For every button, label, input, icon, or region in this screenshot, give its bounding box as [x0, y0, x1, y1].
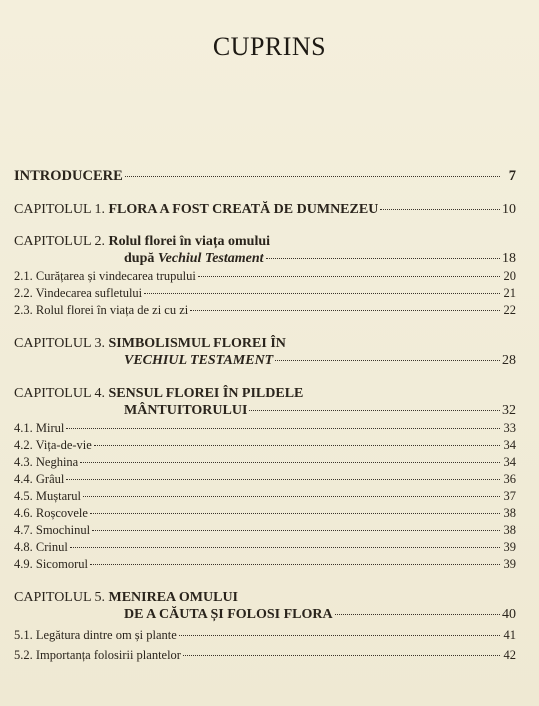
toc-subentry[interactable]: 4.9. Sicomorul 39	[14, 557, 516, 571]
chapter-title: SENSUL FLOREI ÎN PILDELE	[108, 386, 304, 401]
page-number: 28	[502, 353, 516, 368]
dot-leader	[144, 292, 500, 294]
chapter-prefix: CAPITOLUL 2.	[14, 234, 105, 249]
dot-leader	[198, 275, 500, 277]
chapter-title-cont: DE A CĂUTA ȘI FOLOSI FLORA	[124, 607, 333, 622]
toc-subentry[interactable]: 4.2. Vița-de-vie 34	[14, 438, 516, 452]
chapter-prefix: CAPITOLUL 1.	[14, 202, 105, 217]
dot-leader	[70, 546, 500, 548]
dot-leader	[94, 444, 500, 446]
dot-leader	[125, 175, 500, 177]
toc-subentry[interactable]: 2.1. Curățarea și vindecarea trupului 20	[14, 269, 516, 283]
chapter-prefix: CAPITOLUL 5.	[14, 590, 105, 605]
dot-leader	[335, 613, 500, 615]
toc-subentry[interactable]: 5.2. Importanța folosirii plantelor 42	[14, 648, 516, 662]
toc-subentry[interactable]: 4.6. Roșcovele 38	[14, 506, 516, 520]
toc-subentry[interactable]: 4.3. Neghina 34	[14, 455, 516, 469]
page-number: 40	[502, 607, 516, 622]
dot-leader	[80, 461, 500, 463]
chapter-title: SIMBOLISMUL FLOREI ÎN	[108, 336, 286, 351]
toc-entry-chapter-5-line1[interactable]	[14, 590, 238, 606]
chapter-title-italic: VECHIUL TESTAMENT	[124, 353, 274, 368]
entry-label: INTRODUCERE	[14, 168, 123, 184]
dot-leader	[66, 478, 500, 480]
toc-entry-introducere[interactable]	[14, 168, 516, 184]
dot-leader	[90, 512, 500, 514]
chapter-title-italic: Vechiul Testament	[157, 251, 264, 266]
dot-leader	[179, 634, 500, 636]
toc-entry-chapter-3-line1[interactable]	[14, 336, 286, 352]
toc-subentry[interactable]: 4.7. Smochinul 38	[14, 523, 516, 537]
page-title: CUPRINS	[212, 32, 327, 61]
chapter-title-cont: după	[124, 251, 158, 266]
dot-leader	[380, 208, 500, 210]
toc-subentry[interactable]: 4.5. Muștarul 37	[14, 489, 516, 503]
chapter-title-cont: MÂNTUITORULUI	[124, 403, 248, 418]
toc-entry-chapter-2-line2[interactable]	[124, 251, 516, 267]
toc-subentry[interactable]: 2.2. Vindecarea sufletului 21	[14, 286, 516, 300]
dot-leader	[266, 257, 500, 259]
toc-entry-chapter-4-line1[interactable]	[14, 386, 303, 402]
chapter-title: FLORA A FOST CREATĂ DE DUMNEZEU	[108, 202, 379, 217]
dot-leader	[66, 427, 500, 429]
toc-entry-chapter-4-line2[interactable]	[124, 403, 516, 419]
toc-entry-chapter-5-line2[interactable]	[124, 607, 516, 623]
toc-subentry[interactable]: 4.1. Mirul 33	[14, 421, 516, 435]
page-number: 18	[502, 251, 516, 266]
toc-subentry[interactable]: 2.3. Rolul florei în viața de zi cu zi 22	[14, 303, 516, 317]
dot-leader	[190, 309, 500, 311]
toc-subentry[interactable]: 5.1. Legătura dintre om și plante 41	[14, 628, 516, 642]
dot-leader	[83, 495, 500, 497]
dot-leader	[183, 654, 500, 656]
dot-leader	[90, 563, 500, 565]
toc-entry-chapter-2-line1[interactable]	[14, 234, 270, 250]
page-number: 7	[508, 168, 516, 184]
chapter-prefix: CAPITOLUL 3.	[14, 336, 105, 351]
chapter-title: MENIREA OMULUI	[108, 590, 239, 605]
page-number: 32	[502, 403, 516, 418]
chapter-prefix: CAPITOLUL 4.	[14, 386, 105, 401]
toc-subentry[interactable]: 4.8. Crinul 39	[14, 540, 516, 554]
chapter-title: Rolul florei în viața omului	[108, 234, 271, 249]
toc-entry-chapter-1[interactable]	[14, 202, 516, 218]
page-number: 10	[502, 202, 516, 217]
dot-leader	[92, 529, 500, 531]
toc-subentry[interactable]: 4.4. Grâul 36	[14, 472, 516, 486]
toc-entry-chapter-3-line2[interactable]	[124, 353, 516, 369]
dot-leader	[249, 409, 500, 411]
dot-leader	[275, 359, 500, 361]
